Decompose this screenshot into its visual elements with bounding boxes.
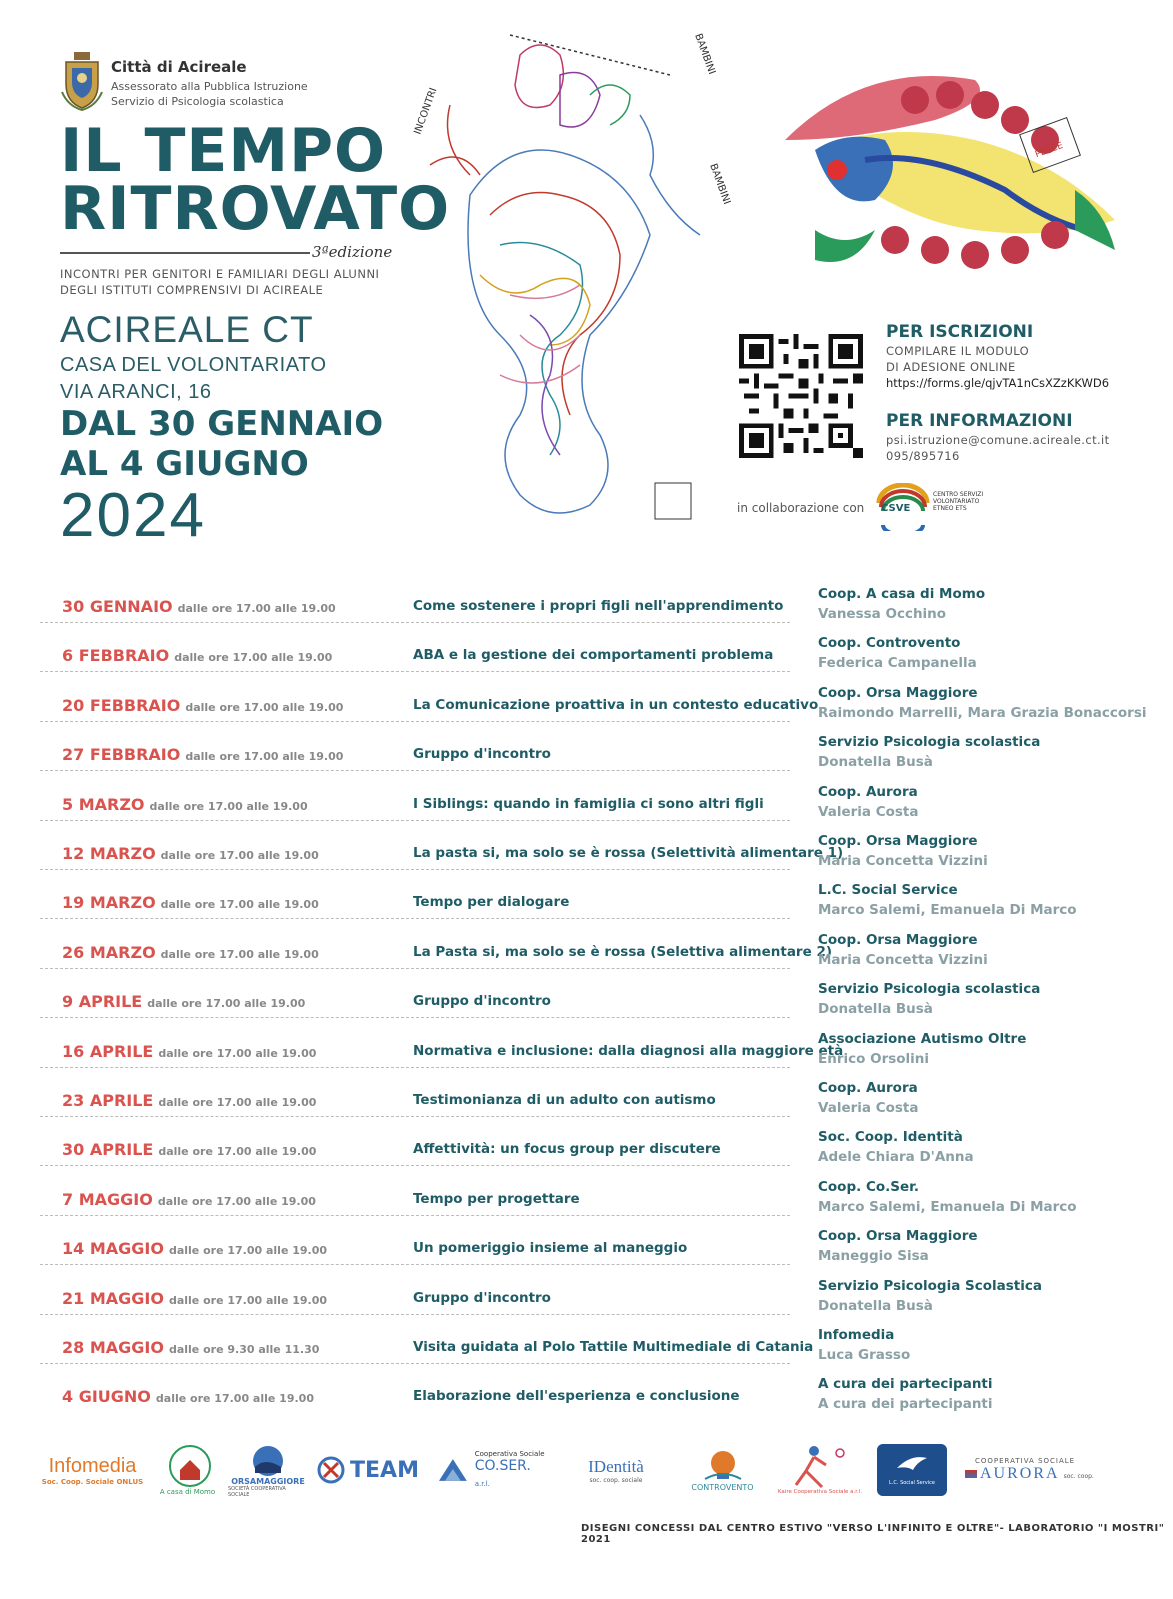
- logo-momo: [150, 1440, 225, 1500]
- schedule-organization: Infomedia: [818, 1327, 895, 1343]
- schedule-organization: Coop. Controvento: [818, 635, 961, 651]
- csve-label: CSVE: [881, 503, 911, 514]
- logo-infomedia-sub: Soc. Coop. Sociale ONLUS: [41, 1477, 144, 1486]
- schedule-speaker: Marco Salemi, Emanuela Di Marco: [818, 902, 1077, 918]
- schedule-date-label: 20 FEBBRAIO: [62, 696, 181, 715]
- schedule-date: [62, 1091, 316, 1110]
- logo-controvento-name: CONTROVENTO: [691, 1482, 754, 1492]
- collaboration-label: in collaborazione con: [737, 501, 865, 515]
- date-range-start: DAL 30 GENNAIO: [60, 404, 384, 444]
- schedule-date: [62, 795, 308, 814]
- schedule-date: [62, 745, 343, 764]
- schedule-date-label: 9 APRILE: [62, 992, 143, 1011]
- schedule-topic: Affettività: un focus group per discutere: [413, 1141, 721, 1157]
- schedule-topic: Visita guidata al Polo Tattile Multimediale di Catania: [413, 1339, 814, 1355]
- schedule-divider: [40, 1017, 790, 1018]
- schedule-time: dalle ore 17.00 alle 19.00: [158, 1096, 317, 1109]
- schedule-organization: Servizio Psicologia Scolastica: [818, 1278, 1042, 1294]
- city-departments: [111, 79, 308, 109]
- schedule-speaker: Luca Grasso: [818, 1347, 911, 1363]
- schedule-date-label: 19 MARZO: [62, 893, 156, 912]
- schedule-divider: [40, 1363, 790, 1364]
- schedule-row: [40, 1229, 790, 1278]
- schedule-divider: [40, 1067, 790, 1068]
- logo-controvento: [680, 1440, 765, 1500]
- schedule-organization: Coop. Co.Ser.: [818, 1179, 919, 1195]
- dept-line-1: Assessorato alla Pubblica Istruzione: [111, 80, 308, 93]
- schedule-date-label: 30 APRILE: [62, 1140, 154, 1159]
- schedule-row: [40, 1081, 790, 1130]
- location-address: [60, 352, 327, 406]
- schedule-date: [62, 1289, 327, 1308]
- schedule-divider: [40, 1314, 790, 1315]
- schedule-divider: [40, 820, 790, 821]
- schedule-organization: Coop. Orsa Maggiore: [818, 1228, 978, 1244]
- schedule-row: [40, 1130, 790, 1179]
- bird-icon: [895, 1454, 929, 1480]
- logo-coser: [435, 1440, 550, 1500]
- schedule-date-label: 7 MAGGIO: [62, 1190, 153, 1209]
- schedule-date-label: 21 MAGGIO: [62, 1289, 164, 1308]
- schedule-organization: Servizio Psicologia scolastica: [818, 981, 1041, 997]
- schedule-topic: La Comunicazione proattiva in un contesto educativo: [413, 697, 819, 713]
- schedule-date: [62, 696, 343, 715]
- schedule-time: dalle ore 17.00 alle 19.00: [149, 800, 308, 813]
- csve-text: CENTRO SERVIZI VOLONTARIATO ETNEO ETS: [933, 491, 984, 512]
- schedule-row: [40, 1032, 844, 1081]
- schedule-topic: I Siblings: quando in famiglia ci sono altri figli: [413, 796, 764, 812]
- schedule-date: [62, 1338, 319, 1357]
- schedule-organization: Servizio Psicologia scolastica: [818, 734, 1041, 750]
- logo-aurora: [965, 1440, 1110, 1500]
- logo-kaire-name: Kaire Cooperativa Sociale a.r.l.: [777, 1489, 863, 1495]
- schedule-speaker: Marco Salemi, Emanuela Di Marco: [818, 1199, 1077, 1215]
- balloon-icon: [703, 1449, 743, 1483]
- city-crest-icon: [60, 52, 104, 112]
- child-drawing-monster-icon: [410, 15, 760, 550]
- schedule-speaker: A cura dei partecipanti: [818, 1396, 993, 1412]
- schedule-time: dalle ore 17.00 alle 19.00: [158, 1047, 317, 1060]
- schedule-speaker: Raimondo Marrelli, Mara Grazia Bonaccorsi: [818, 705, 1147, 721]
- logo-momo-sub: A casa di Momo: [159, 1488, 216, 1496]
- logo-infomedia-name: Infomedia: [48, 1454, 137, 1477]
- logo-aurora-top: COOPERATIVA SOCIALE: [975, 1457, 1076, 1465]
- contact-email[interactable]: psi.istruzione@comune.acireale.ct.it: [886, 433, 1110, 447]
- logo-identita: [560, 1440, 672, 1500]
- schedule-organization: Coop. Aurora: [818, 784, 918, 800]
- location-place: CASA DEL VOLONTARIATO: [60, 354, 327, 376]
- schedule-row: [40, 735, 790, 784]
- schedule-time: dalle ore 17.00 alle 19.00: [177, 602, 336, 615]
- logo-lc-name: L.C. Social Service: [889, 1480, 935, 1486]
- schedule-organization: Coop. Orsa Maggiore: [818, 685, 978, 701]
- schedule-date-label: 30 GENNAIO: [62, 597, 173, 616]
- svg-text:BAMBINI: BAMBINI: [692, 32, 718, 77]
- schedule-organization: Coop. A casa di Momo: [818, 586, 986, 602]
- schedule-topic: La Pasta si, ma solo se è rossa (Selettiva alimentare 2): [413, 944, 833, 960]
- schedule-date: [62, 1140, 316, 1159]
- team-icon: [316, 1455, 346, 1485]
- schedule-row: [40, 933, 833, 982]
- schedule-date-label: 14 MAGGIO: [62, 1239, 164, 1258]
- contact-phone[interactable]: 095/895716: [886, 449, 960, 463]
- svg-text:INCONTRI: INCONTRI: [412, 86, 440, 137]
- logo-aurora-suffix: soc. coop.: [1063, 1473, 1094, 1480]
- schedule-topic: ABA e la gestione dei comportamenti problema: [413, 647, 774, 663]
- schedule-time: dalle ore 17.00 alle 19.00: [155, 1392, 314, 1405]
- schedule-date-label: 23 APRILE: [62, 1091, 154, 1110]
- schedule-speaker: Adele Chiara D'Anna: [818, 1149, 974, 1165]
- qr-code-icon[interactable]: [739, 334, 863, 458]
- logo-aurora-name: AURORA: [980, 1465, 1060, 1482]
- subtitle: INCONTRI PER GENITORI E FAMILIARI DEGLI ALUNNI DEGLI ISTITUTI COMPRENSIVI DI ACIREALE: [60, 267, 380, 297]
- schedule-topic: Tempo per progettare: [413, 1191, 580, 1207]
- iscrizioni-text-1: COMPILARE IL MODULO: [886, 344, 1030, 358]
- schedule-date-label: 26 MARZO: [62, 943, 156, 962]
- logo-orsa-name: ORSAMAGGIORE: [231, 1476, 305, 1486]
- child-drawing-fish-icon: [775, 40, 1120, 305]
- schedule-speaker: Enrico Orsolini: [818, 1051, 930, 1067]
- schedule-time: dalle ore 17.00 alle 19.00: [158, 1145, 317, 1158]
- logo-infomedia: [40, 1440, 145, 1500]
- schedule-row: [40, 636, 790, 685]
- schedule-row: [40, 686, 819, 735]
- logo-kaire: [770, 1440, 870, 1500]
- svg-text:BAMBINI: BAMBINI: [707, 162, 733, 207]
- logo-team-name: TEAM: [350, 1457, 419, 1483]
- logo-identita-name: IDentità: [588, 1456, 644, 1476]
- date-range: [60, 404, 383, 484]
- schedule-row: [40, 1279, 790, 1328]
- schedule-time: dalle ore 17.00 alle 19.00: [185, 750, 344, 763]
- schedule-divider: [40, 1264, 790, 1265]
- schedule-date-label: 4 GIUGNO: [62, 1387, 151, 1406]
- schedule-row: [40, 1180, 790, 1229]
- schedule-topic: Un pomeriggio insieme al maneggio: [413, 1240, 688, 1256]
- schedule-divider: [40, 918, 790, 919]
- schedule-organization: Soc. Coop. Identità: [818, 1129, 963, 1145]
- title-line-2: RITROVATO: [60, 174, 451, 244]
- schedule-row: [40, 1377, 790, 1426]
- schedule-date: [62, 1239, 327, 1258]
- csve-logo: [875, 483, 990, 531]
- schedule-time: dalle ore 17.00 alle 19.00: [168, 1294, 328, 1307]
- logo-coser-suffix: a.r.l.: [474, 1480, 490, 1488]
- schedule-topic: La pasta si, ma solo se è rossa (Selettività alimentare 1): [413, 845, 844, 861]
- schedule-date: [62, 646, 332, 665]
- schedule-date-label: 27 FEBBRAIO: [62, 745, 181, 764]
- schedule-organization: Coop. Orsa Maggiore: [818, 932, 978, 948]
- schedule-date: [62, 1190, 316, 1209]
- schedule-divider: [40, 1165, 790, 1166]
- schedule-speaker: Valeria Costa: [818, 1100, 919, 1116]
- schedule-divider: [40, 968, 790, 969]
- date-range-end: AL 4 GIUGNO: [60, 444, 309, 484]
- schedule-speaker: Donatella Busà: [818, 1298, 933, 1314]
- schedule-organization: Coop. Orsa Maggiore: [818, 833, 978, 849]
- schedule-time: dalle ore 17.00 alle 19.00: [168, 1244, 328, 1257]
- schedule-speaker: Vanessa Occhino: [818, 606, 947, 622]
- schedule-topic: Gruppo d'incontro: [413, 746, 551, 762]
- schedule-divider: [40, 869, 790, 870]
- schedule-topic: Normativa e inclusione: dalla diagnosi alla maggiore età: [413, 1043, 844, 1059]
- schedule-organization: Associazione Autismo Oltre: [818, 1031, 1027, 1047]
- logo-team: [315, 1440, 420, 1500]
- schedule-topic: Elaborazione dell'esperienza e conclusione: [413, 1388, 740, 1404]
- logo-orsa-maggiore: [228, 1440, 308, 1500]
- schedule-date: [62, 1042, 316, 1061]
- schedule-date: [62, 1387, 314, 1406]
- schedule-date-label: 28 MAGGIO: [62, 1338, 164, 1357]
- schedule-topic: Come sostenere i propri figli nell'apprendimento: [413, 598, 784, 614]
- schedule-topic: Gruppo d'incontro: [413, 1290, 551, 1306]
- schedule-divider: [40, 671, 790, 672]
- schedule-date-label: 12 MARZO: [62, 844, 156, 863]
- schedule-row: [40, 785, 790, 834]
- schedule-date: [62, 992, 305, 1011]
- schedule-speaker: Maria Concetta Vizzini: [818, 853, 988, 869]
- schedule-topic: Testimonianza di un adulto con autismo: [413, 1092, 716, 1108]
- house-icon: [160, 1444, 216, 1488]
- schedule-date-label: 6 FEBBRAIO: [62, 646, 170, 665]
- schedule-speaker: Valeria Costa: [818, 804, 919, 820]
- schedule-row: [40, 834, 844, 883]
- schedule-speaker: Federica Campanella: [818, 655, 977, 671]
- logo-identita-sub: soc. coop. sociale: [589, 1476, 643, 1484]
- title-line-1: IL TEMPO: [60, 116, 387, 186]
- page-title: [60, 116, 451, 244]
- edition-label: 3ªedizione: [312, 243, 393, 261]
- schedule-time: dalle ore 17.00 alle 19.00: [174, 651, 333, 664]
- schedule-organization: L.C. Social Service: [818, 882, 958, 898]
- schedule-divider: [40, 622, 790, 623]
- schedule-divider: [40, 721, 790, 722]
- schedule-speaker: Maneggio Sisa: [818, 1248, 929, 1264]
- svg-text:PESCE: PESCE: [1034, 140, 1065, 161]
- schedule-date: [62, 943, 319, 962]
- logo-coser-top: Cooperativa Sociale: [474, 1450, 545, 1458]
- schedule-time: dalle ore 17.00 alle 19.00: [160, 948, 319, 961]
- schedule-divider: [40, 1116, 790, 1117]
- schedule-row: [40, 883, 790, 932]
- schedule-organization: A cura dei partecipanti: [818, 1376, 993, 1392]
- schedule-time: dalle ore 17.00 alle 19.00: [147, 997, 306, 1010]
- schedule-row: [40, 1328, 814, 1377]
- logo-coser-name: CO.SER.: [474, 1458, 531, 1474]
- city-name: Città di Acireale: [111, 58, 247, 76]
- schedule-divider: [40, 1215, 790, 1216]
- footer-credits: DISEGNI CONCESSI DAL CENTRO ESTIVO "VERSO L'INFINITO E OLTRE"- LABORATORIO "I MOSTRI" 2021: [581, 1523, 1165, 1545]
- schedule-row: [40, 587, 790, 636]
- schedule-time: dalle ore 9.30 alle 11.30: [168, 1343, 320, 1356]
- location-street: VIA ARANCI, 16: [60, 381, 212, 403]
- year: 2024: [60, 481, 206, 550]
- schedule-time: dalle ore 17.00 alle 19.00: [157, 1195, 316, 1208]
- schedule-speaker: Maria Concetta Vizzini: [818, 952, 988, 968]
- schedule-speaker: Donatella Busà: [818, 1001, 933, 1017]
- schedule-date-label: 5 MARZO: [62, 795, 145, 814]
- schedule-time: dalle ore 17.00 alle 19.00: [160, 849, 319, 862]
- bear-icon: [243, 1443, 293, 1477]
- runner-icon: [788, 1445, 852, 1489]
- coser-icon: [435, 1455, 471, 1485]
- aurora-flag-icon: [965, 1470, 977, 1478]
- location-city: ACIREALE CT: [60, 309, 314, 350]
- schedule-date: [62, 597, 336, 616]
- schedule-row: [40, 982, 790, 1031]
- schedule-topic: Gruppo d'incontro: [413, 993, 551, 1009]
- iscrizioni-heading: PER ISCRIZIONI: [886, 322, 1034, 342]
- schedule-speaker: Donatella Busà: [818, 754, 933, 770]
- logo-orsa-sub: SOCIETÀ COOPERATIVA SOCIALE: [228, 1485, 286, 1498]
- schedule-date: [62, 844, 319, 863]
- dept-line-2: Servizio di Psicologia scolastica: [111, 95, 284, 108]
- logo-lc-social-service: [877, 1440, 947, 1500]
- schedule-time: dalle ore 17.00 alle 19.00: [185, 701, 344, 714]
- informazioni-heading: PER INFORMAZIONI: [886, 411, 1073, 431]
- schedule-divider: [40, 770, 790, 771]
- schedule-date: [62, 893, 319, 912]
- schedule-organization: Coop. Aurora: [818, 1080, 918, 1096]
- iscrizioni-text-2: DI ADESIONE ONLINE: [886, 360, 1016, 374]
- schedule-topic: Tempo per dialogare: [413, 894, 570, 910]
- schedule-time: dalle ore 17.00 alle 19.00: [160, 898, 319, 911]
- iscrizioni-link[interactable]: https://forms.gle/qjvTA1nCsXZzKKWD6: [886, 376, 1110, 390]
- schedule-date-label: 16 APRILE: [62, 1042, 154, 1061]
- title-divider: [60, 252, 310, 254]
